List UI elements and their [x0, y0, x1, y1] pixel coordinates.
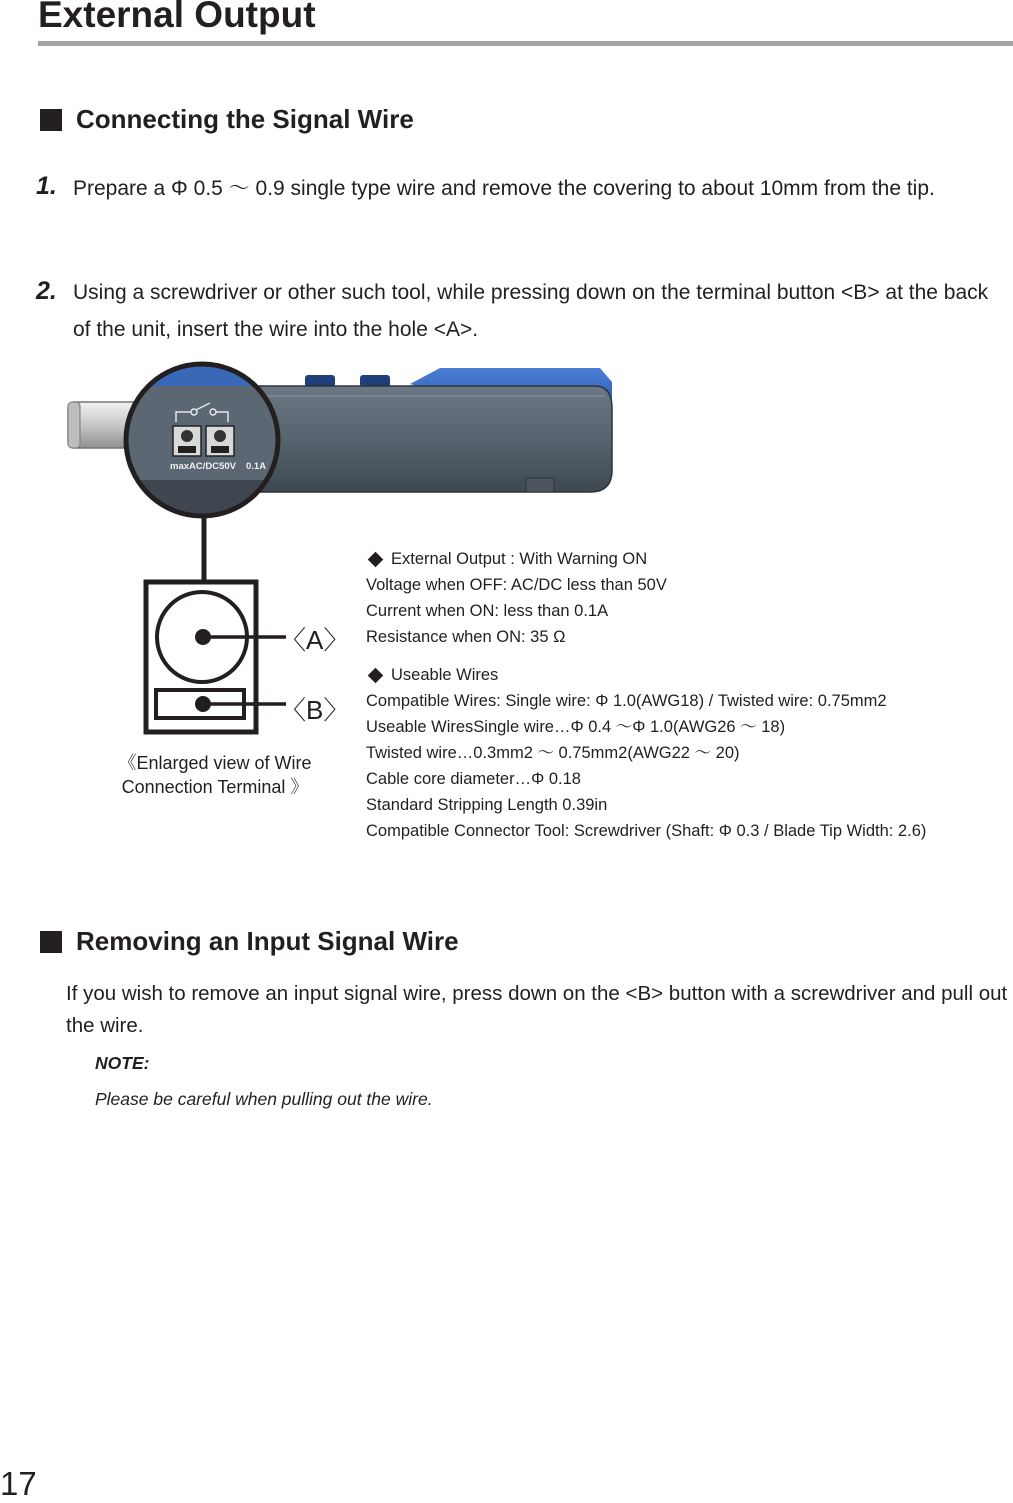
- spec-line: Resistance when ON: 35 Ω: [366, 628, 566, 646]
- device-foot: [526, 478, 554, 492]
- section-heading-removing: [38, 926, 459, 957]
- note-text: Please be careful when pulling out the wire.: [95, 1089, 433, 1109]
- top-button: [360, 375, 390, 387]
- wires-spec-heading: [366, 662, 926, 688]
- spec-line: Voltage when OFF: AC/DC less than 50V: [366, 576, 667, 594]
- title-rule: [38, 41, 1013, 46]
- current-label: 0.1A: [246, 461, 267, 472]
- square-bullet-icon: [40, 931, 62, 953]
- specs-block: [366, 546, 926, 844]
- spec-line: Cable core diameter…Φ 0.18: [366, 770, 581, 788]
- diamond-bullet-icon: [368, 551, 384, 567]
- output-spec-heading: [366, 546, 926, 572]
- caption-line-1: 《Enlarged view of Wire: [118, 753, 312, 773]
- step-2-text: Using a screwdriver or other such tool, while pressing down on the terminal button <B> at the back of the unit, insert the wire into the hole <A>.: [73, 281, 989, 341]
- spec-line: Twisted wire…0.3mm2 ～ 0.75mm2(AWG22 ～ 20): [366, 744, 740, 762]
- terminal-magnifier: [120, 360, 290, 520]
- wires-heading-text: Useable Wires: [391, 666, 499, 684]
- label-a: 〈A〉: [280, 625, 350, 655]
- spec-line: Standard Stripping Length 0.39in: [366, 796, 608, 814]
- page-number: 17: [0, 1465, 37, 1502]
- label-b: 〈B〉: [280, 695, 350, 725]
- rating-label: maxAC/DC50V: [170, 461, 236, 472]
- step-2-number: 2.: [36, 277, 57, 305]
- caption-line-2: Connection Terminal 》: [121, 777, 309, 797]
- section-heading-connecting: [38, 104, 414, 135]
- spec-line: Current when ON: less than 0.1A: [366, 602, 609, 620]
- top-button: [305, 375, 335, 387]
- spec-line: Compatible Wires: Single wire: Φ 1.0(AWG18) / Twisted wire: 0.75mm2: [366, 692, 887, 710]
- output-heading-text: External Output : With Warning ON: [391, 550, 648, 568]
- section-heading-text: Connecting the Signal Wire: [76, 104, 414, 134]
- step-1-number: 1.: [36, 172, 57, 200]
- removing-instructions: If you wish to remove an input signal wire, press down on the <B> button with a screwdriver and pull out the wire.: [66, 982, 1008, 1037]
- enlarged-view-caption: [100, 751, 330, 799]
- step-1-text: Prepare a Φ 0.5 ～ 0.9 single type wire and remove the covering to about 10mm from the tip.: [73, 177, 935, 200]
- section-heading-text: Removing an Input Signal Wire: [76, 926, 459, 956]
- page-title: External Output: [38, 0, 316, 35]
- enlarged-terminal-view: [146, 582, 286, 732]
- diamond-bullet-icon: [368, 667, 384, 683]
- square-bullet-icon: [40, 109, 62, 131]
- spec-line: Compatible Connector Tool: Screwdriver (Shaft: Φ 0.3 / Blade Tip Width: 2.6): [366, 822, 927, 840]
- note-label: NOTE:: [95, 1053, 150, 1073]
- spec-line: Useable WiresSingle wire…Φ 0.4 ～Φ 1.0(AWG26 ～ 18): [366, 718, 786, 736]
